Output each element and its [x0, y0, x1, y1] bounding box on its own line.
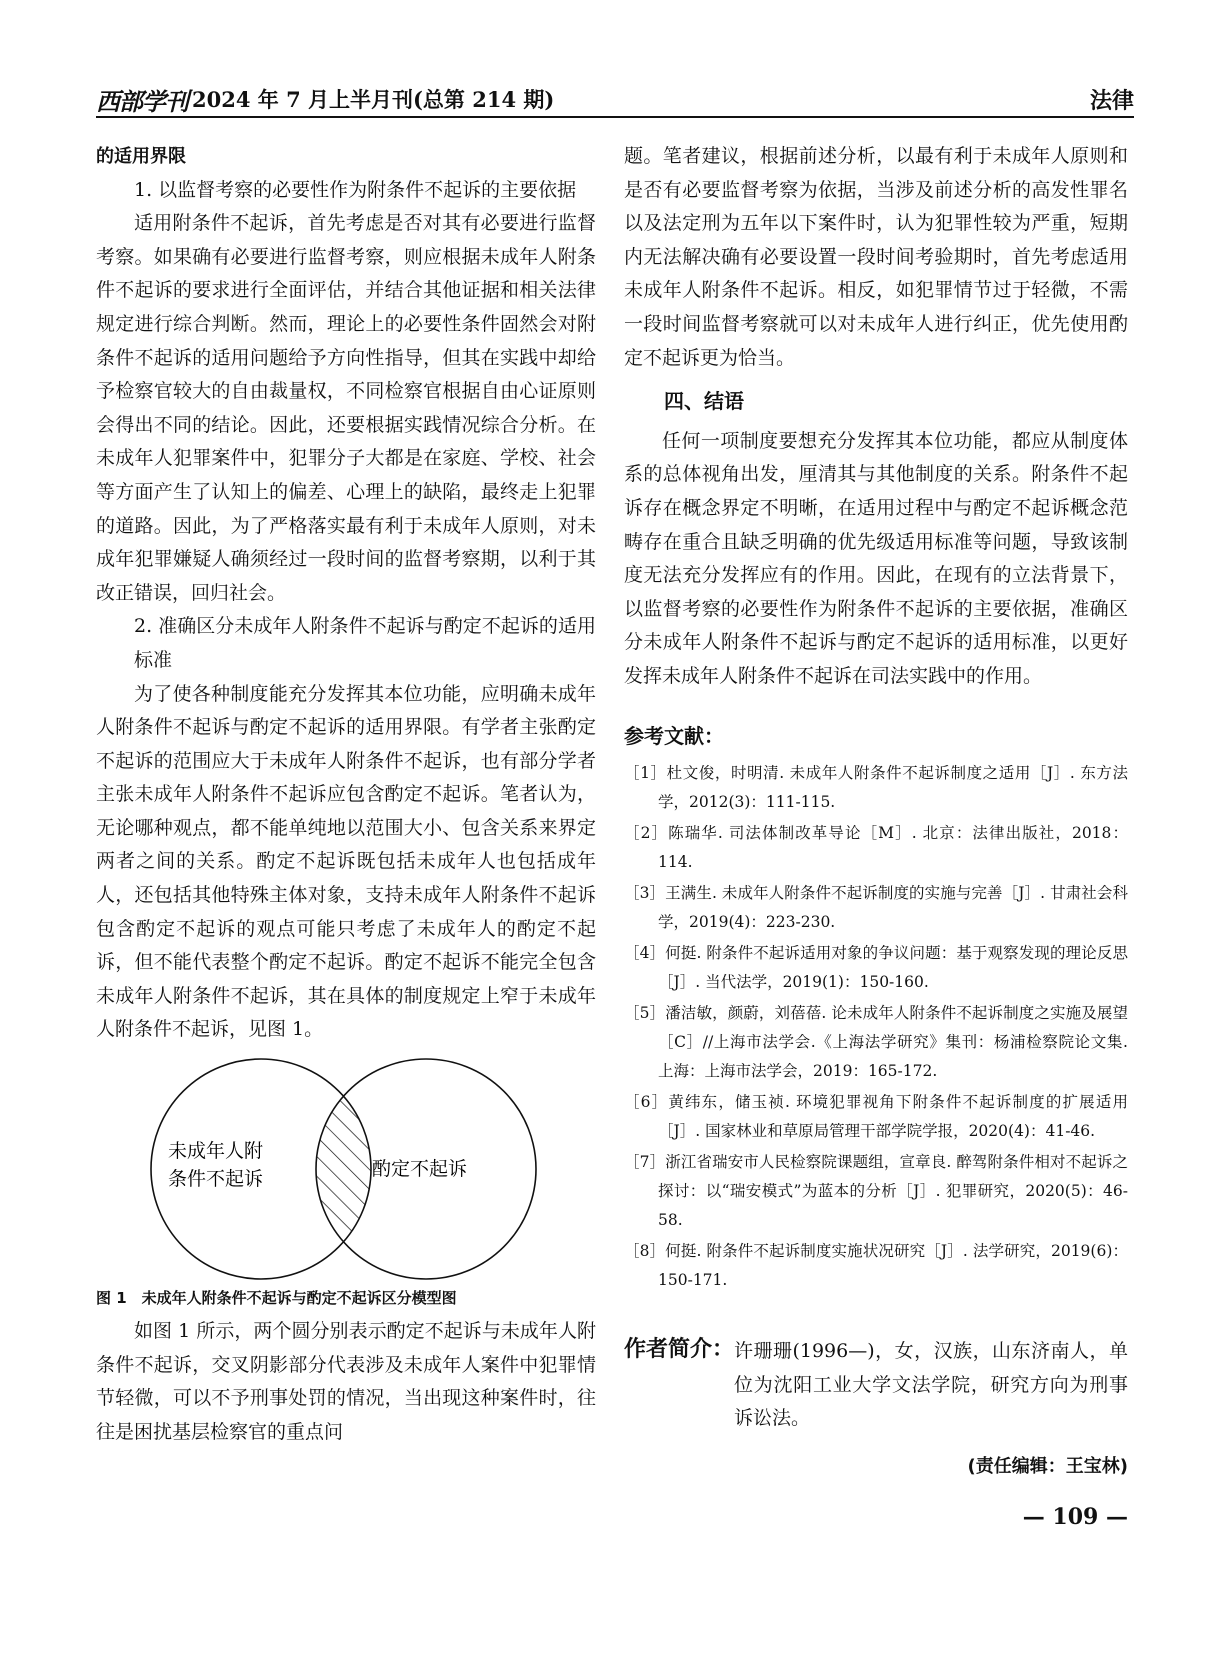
figure-caption: 图 1 未成年人附条件不起诉与酌定不起诉区分模型图 [96, 1289, 457, 1308]
section-name: 法律 [1089, 89, 1134, 114]
left-circle-label-2: 条件不起诉 [168, 1168, 264, 1191]
section-heading: 四、结语 [664, 389, 744, 414]
reference-item: ［6］黄纬东，储玉祯. 环境犯罪视角下附条件不起诉制度的扩展适用［J］. 国家林业和草原局管理干部学院学报，2020(4)：41-46. [624, 1093, 1128, 1141]
left-circle-label-1: 未成年人附 [168, 1140, 264, 1163]
right-column [624, 140, 1128, 1535]
journal-logo: 西部学刊 [96, 87, 188, 116]
left-column [96, 140, 596, 1449]
paragraph: 适用附条件不起诉，首先考虑是否对其有必要进行监督考察。如果确有必要进行监督考察，则应根据未成年人附条件不起诉的要求进行全面评估，并结合其他证据和相关法律规定进行综合判断。然而，理论上的必要性条件固然会对附条件不起诉的适用问题给予方向性指导，但其在实践中却给予检察官较大的自由裁量权，不同检察官根据自由心证原则会得出不同的结论。因此，还要根据实践情况综合分析。在未成年人犯罪案件中，犯罪分子大都是在家庭、学校、社会等方面产生了认知上的偏差、心理上的缺陷，最终走上犯罪的道路。因此，为了严格落实最有利于未成年人原则，对未成年犯罪嫌疑人确须经过一段时间的监督考察期，以利于其改正错误，回归社会。 [96, 212, 596, 604]
paragraph: 题。笔者建议，根据前述分析，以最有利于未成年人原则和是否有必要监督考察为依据，当涉及前述分析的高发性罪名以及法定刑为五年以下案件时，认为犯罪性较为严重，短期内无法解决确有必要设置一段时间考验期时，首先考虑适用未成年人附条件不起诉。相反，如犯罪情节过于轻微，不需一段时间监督考察就可以对未成年人进行纠正，优先使用酌定不起诉更为恰当。 [624, 145, 1128, 369]
reference-item: ［3］王满生. 未成年人附条件不起诉制度的实施与完善［J］. 甘肃社会科学，2019(4)：223-230. [624, 884, 1128, 932]
header-rule [96, 116, 1134, 118]
paragraph: 如图 1 所示，两个圆分别表示酌定不起诉与未成年人附条件不起诉，交叉阴影部分代表涉及未成年人案件中犯罪情节轻微，可以不予刑事处罚的情况，当出现这种案件时，往往是困扰基层检察官的重点问 [96, 1320, 596, 1443]
page-header [96, 82, 1134, 116]
reference-item: ［4］何挺. 附条件不起诉适用对象的争议问题：基于观察发现的理论反思［J］. 当代法学，2019(1)：150-160. [624, 944, 1128, 992]
subheading-1: 1. 以监督考察的必要性作为附条件不起诉的主要依据 [134, 178, 577, 201]
responsible-editor: (责任编辑：王宝林) [967, 1455, 1128, 1477]
reference-item: ［5］潘洁敏，颜蔚，刘蓓蓓. 论未成年人附条件不起诉制度之实施及展望［C］//上海市法学会.《上海法学研究》集刊：杨浦检察院论文集. 上海：上海市法学会，2019：165-172. [624, 1004, 1128, 1081]
page-number: — 109 — [1022, 1504, 1128, 1531]
paragraph: 任何一项制度要想充分发挥其本位功能，都应从制度体系的总体视角出发，厘清其与其他制度的关系。附条件不起诉存在概念界定不明晰，在适用过程中与酌定不起诉概念范畴存在重合且缺乏明确的优先级适用标准等问题，导致该制度无法充分发挥应有的作用。因此，在现有的立法背景下，以监督考察的必要性作为附条件不起诉的主要依据，准确区分未成年人附条件不起诉与酌定不起诉的适用标准，以更好发挥未成年人附条件不起诉在司法实践中的作用。 [624, 429, 1128, 687]
reference-item: ［8］何挺. 附条件不起诉制度实施状况研究［J］. 法学研究，2019(6)：150-171. [624, 1242, 1128, 1290]
author-text: 许珊珊(1996—)，女，汉族，山东济南人，单位为沈阳工业大学文法学院，研究方向为刑事诉讼法。 [734, 1340, 1128, 1430]
subheading-2: 2. 准确区分未成年人附条件不起诉与酌定不起诉的适用标准 [134, 615, 596, 671]
author-bio [624, 1335, 1128, 1436]
paragraph: 为了使各种制度能充分发挥其本位功能，应明确未成年人附条件不起诉与酌定不起诉的适用界限。有学者主张酌定不起诉的范围应大于未成年人附条件不起诉，也有部分学者主张未成年人附条件不起诉应包含酌定不起诉。笔者认为，无论哪种观点，都不能单纯地以范围大小、包含关系来界定两者之间的关系。酌定不起诉既包括未成年人也包括成年人，还包括其他特殊主体对象，支持未成年人附条件不起诉包含酌定不起诉的观点可能只考虑了未成年人的酌定不起诉，但不能代表整个酌定不起诉。酌定不起诉不能完全包含未成年人附条件不起诉，其在具体的制度规定上窄于未成年人附条件不起诉，见图 1。 [96, 682, 596, 1041]
venn-figure [96, 1055, 596, 1285]
continued-heading: 的适用界限 [96, 146, 186, 167]
reference-item: ［7］浙江省瑞安市人民检察院课题组，宣章良. 醉驾附条件相对不起诉之探讨：以“瑞安模式”为蓝本的分析［J］. 犯罪研究，2020(5)：46-58. [624, 1153, 1128, 1230]
references-title: 参考文献： [624, 723, 724, 748]
right-circle-label: 酌定不起诉 [372, 1158, 468, 1181]
venn-diagram [96, 1055, 596, 1285]
author-label: 作者简介： [624, 1337, 735, 1363]
issue-info: 2024 年 7 月上半月刊(总第 214 期) [192, 87, 555, 112]
reference-item: ［1］杜文俊，时明清. 未成年人附条件不起诉制度之适用［J］. 东方法学，2012(3)：111-115. [624, 764, 1128, 812]
reference-item: ［2］陈瑞华. 司法体制改革导论［M］. 北京：法律出版社，2018：114. [624, 824, 1128, 872]
reference-list [624, 759, 1128, 1295]
